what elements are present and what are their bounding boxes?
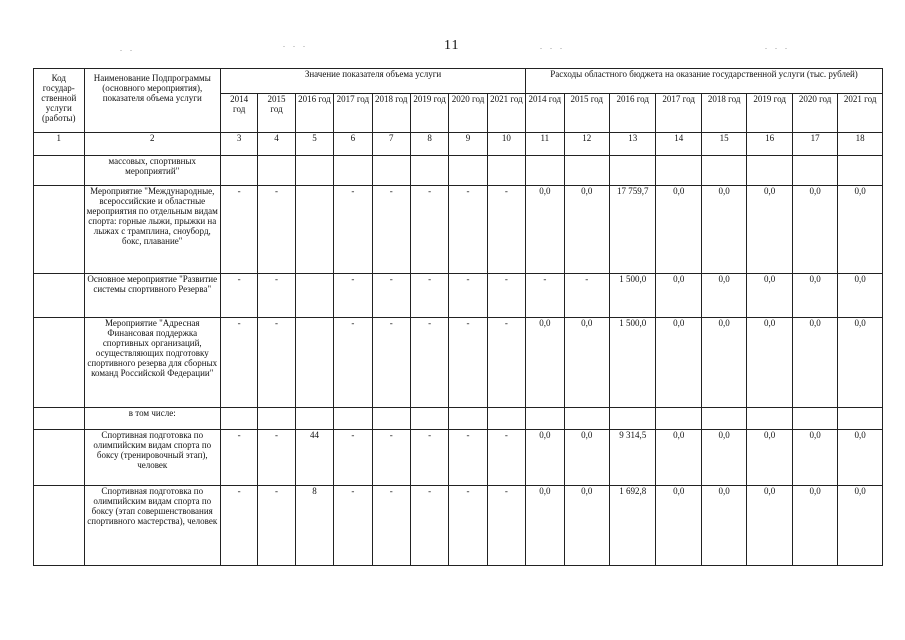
table-row: [34, 486, 883, 566]
expense-value: 0,0: [838, 486, 883, 566]
column-number: 18: [838, 133, 883, 156]
indicator-value: 44: [295, 430, 333, 486]
indicator-value: -: [220, 186, 257, 274]
header-indicator-group: Значение показателя объема услуги: [220, 69, 525, 94]
indicator-value: -: [372, 318, 410, 408]
header-indicator-year: 2018 год: [372, 94, 410, 133]
header-expense-year: 2018 год: [701, 94, 746, 133]
expense-value: 0,0: [838, 186, 883, 274]
expense-value: -: [564, 274, 609, 318]
expense-value: [792, 156, 837, 186]
code-cell: [34, 408, 85, 430]
column-number: 6: [334, 133, 372, 156]
indicator-value: [410, 408, 448, 430]
header-indicator-year: 2019 год: [410, 94, 448, 133]
column-number: 5: [295, 133, 333, 156]
budget-table: [33, 68, 883, 566]
column-number: 13: [609, 133, 655, 156]
expense-value: 0,0: [838, 274, 883, 318]
indicator-value: [449, 156, 487, 186]
indicator-value: -: [258, 430, 295, 486]
expense-value: 0,0: [656, 274, 701, 318]
code-cell: [34, 486, 85, 566]
indicator-value: -: [449, 430, 487, 486]
code-cell: [34, 156, 85, 186]
indicator-value: -: [372, 430, 410, 486]
indicator-value: -: [220, 318, 257, 408]
indicator-value: -: [487, 318, 525, 408]
indicator-value: -: [410, 274, 448, 318]
expense-value: 0,0: [701, 186, 746, 274]
indicator-value: -: [220, 486, 257, 566]
indicator-value: -: [258, 318, 295, 408]
header-expense-year: 2019 год: [747, 94, 792, 133]
expense-value: 1 500,0: [609, 274, 655, 318]
expense-value: 0,0: [656, 186, 701, 274]
row-name: Мероприятие "Адресная Финансовая поддержка спортивных организаций, осуществляющих подготовку спортивного резерва для сборных команд Российской Федерации": [84, 318, 220, 408]
expense-value: [609, 408, 655, 430]
indicator-value: -: [487, 486, 525, 566]
indicator-value: -: [410, 430, 448, 486]
indicator-value: [334, 156, 372, 186]
expense-value: 0,0: [701, 318, 746, 408]
code-cell: [34, 430, 85, 486]
expense-value: 0,0: [564, 430, 609, 486]
indicator-value: -: [258, 486, 295, 566]
indicator-value: -: [334, 318, 372, 408]
expense-value: 0,0: [792, 186, 837, 274]
header-indicator-year: 2014 год: [220, 94, 257, 133]
expense-value: [747, 156, 792, 186]
header-expense-year: 2017 год: [656, 94, 701, 133]
expense-value: [526, 156, 564, 186]
column-number: 17: [792, 133, 837, 156]
indicator-value: -: [372, 486, 410, 566]
header-indicator-year: 2015 год: [258, 94, 295, 133]
column-number: 1: [34, 133, 85, 156]
expense-value: 0,0: [701, 274, 746, 318]
header-expense-group: Расходы областного бюджета на оказание государственной услуги (тыс. рублей): [526, 69, 883, 94]
column-number: 14: [656, 133, 701, 156]
expense-value: 0,0: [526, 318, 564, 408]
column-number: 15: [701, 133, 746, 156]
expense-value: 0,0: [838, 430, 883, 486]
indicator-value: [487, 156, 525, 186]
header-expense-year: 2021 год: [838, 94, 883, 133]
expense-value: [747, 408, 792, 430]
indicator-value: [295, 274, 333, 318]
row-name: Спортивная подготовка по олимпийским видам спорта по боксу (тренировочный этап), человек: [84, 430, 220, 486]
indicator-value: -: [334, 486, 372, 566]
header-expense-year: 2020 год: [792, 94, 837, 133]
row-name: Мероприятие "Международные, всероссийские и областные мероприятия по отдельным видам спорта: горные лыжи, прыжки на лыжах с трамплина, сноуборд, бокс, плавание": [84, 186, 220, 274]
header-indicator-year: 2016 год: [295, 94, 333, 133]
header-name: Наименование Подпрограммы (основного мероприятия), показателя объема услуги: [84, 69, 220, 133]
table-row: [34, 186, 883, 274]
row-name: Основное мероприятие "Развитие системы спортивного Резерва": [84, 274, 220, 318]
expense-value: 0,0: [747, 318, 792, 408]
column-number: 16: [747, 133, 792, 156]
header-indicator-year: 2020 год: [449, 94, 487, 133]
indicator-value: [258, 156, 295, 186]
scan-speck: . .: [120, 44, 135, 53]
expense-value: 9 314,5: [609, 430, 655, 486]
expense-value: 0,0: [656, 318, 701, 408]
header-expense-year: 2015 год: [564, 94, 609, 133]
header-indicator-year: 2017 год: [334, 94, 372, 133]
expense-value: 0,0: [656, 430, 701, 486]
column-number: 3: [220, 133, 257, 156]
indicator-value: -: [410, 186, 448, 274]
row-name: Спортивная подготовка по олимпийским видам спорта по боксу (этап совершенствования спортивного мастерства), человек: [84, 486, 220, 566]
table-row: [34, 274, 883, 318]
indicator-value: -: [372, 186, 410, 274]
indicator-value: [220, 156, 257, 186]
expense-value: 0,0: [656, 486, 701, 566]
indicator-value: -: [487, 430, 525, 486]
indicator-value: -: [220, 274, 257, 318]
indicator-value: [295, 156, 333, 186]
header-expense-year: 2016 год: [609, 94, 655, 133]
indicator-value: [410, 156, 448, 186]
table-row: [34, 156, 883, 186]
code-cell: [34, 186, 85, 274]
indicator-value: -: [372, 274, 410, 318]
expense-value: 1 692,8: [609, 486, 655, 566]
expense-value: [564, 408, 609, 430]
expense-value: [838, 156, 883, 186]
code-cell: [34, 318, 85, 408]
indicator-value: -: [410, 318, 448, 408]
expense-value: [609, 156, 655, 186]
row-name: массовых, спортивных мероприятий": [84, 156, 220, 186]
expense-value: 0,0: [526, 186, 564, 274]
indicator-value: [295, 408, 333, 430]
indicator-value: [295, 318, 333, 408]
indicator-value: [220, 408, 257, 430]
indicator-value: [258, 408, 295, 430]
scan-speck: . . .: [765, 42, 790, 51]
scan-speck: . . .: [540, 42, 565, 51]
expense-value: 0,0: [792, 318, 837, 408]
column-number: 2: [84, 133, 220, 156]
expense-value: 0,0: [701, 486, 746, 566]
column-number: 12: [564, 133, 609, 156]
indicator-value: -: [449, 186, 487, 274]
expense-value: [656, 408, 701, 430]
expense-value: [701, 156, 746, 186]
indicator-value: -: [410, 486, 448, 566]
indicator-value: [372, 156, 410, 186]
header-expense-year: 2014 год: [526, 94, 564, 133]
column-number: 7: [372, 133, 410, 156]
row-name: в том числе:: [84, 408, 220, 430]
indicator-value: -: [258, 274, 295, 318]
expense-value: 0,0: [838, 318, 883, 408]
indicator-value: -: [334, 430, 372, 486]
expense-value: 0,0: [747, 274, 792, 318]
table-row: [34, 408, 883, 430]
expense-value: [564, 156, 609, 186]
expense-value: 1 500,0: [609, 318, 655, 408]
expense-value: 0,0: [792, 274, 837, 318]
expense-value: 0,0: [747, 486, 792, 566]
header-indicator-year: 2021 год: [487, 94, 525, 133]
column-number: 4: [258, 133, 295, 156]
indicator-value: [295, 186, 333, 274]
indicator-value: [487, 408, 525, 430]
indicator-value: [449, 408, 487, 430]
expense-value: 0,0: [564, 186, 609, 274]
indicator-value: -: [449, 274, 487, 318]
expense-value: [526, 408, 564, 430]
page-number: 11: [444, 38, 460, 53]
table-row: [34, 430, 883, 486]
column-number: 11: [526, 133, 564, 156]
indicator-value: -: [334, 274, 372, 318]
indicator-value: -: [487, 274, 525, 318]
expense-value: 0,0: [747, 430, 792, 486]
expense-value: 0,0: [701, 430, 746, 486]
expense-value: [792, 408, 837, 430]
expense-value: 0,0: [747, 186, 792, 274]
indicator-value: [372, 408, 410, 430]
column-number: 8: [410, 133, 448, 156]
expense-value: -: [526, 274, 564, 318]
indicator-value: -: [449, 318, 487, 408]
column-number: 10: [487, 133, 525, 156]
indicator-value: -: [258, 186, 295, 274]
expense-value: 0,0: [792, 486, 837, 566]
expense-value: 0,0: [564, 318, 609, 408]
header-code: Код государ-ственной услуги (работы): [34, 69, 85, 133]
indicator-value: [334, 408, 372, 430]
expense-value: 0,0: [526, 486, 564, 566]
expense-value: [701, 408, 746, 430]
indicator-value: -: [220, 430, 257, 486]
expense-value: 0,0: [526, 430, 564, 486]
expense-value: [838, 408, 883, 430]
column-number: 9: [449, 133, 487, 156]
indicator-value: -: [487, 186, 525, 274]
expense-value: [656, 156, 701, 186]
expense-value: 0,0: [564, 486, 609, 566]
expense-value: 17 759,7: [609, 186, 655, 274]
indicator-value: -: [449, 486, 487, 566]
code-cell: [34, 274, 85, 318]
scan-speck: . . .: [283, 40, 308, 49]
indicator-value: 8: [295, 486, 333, 566]
expense-value: 0,0: [792, 430, 837, 486]
indicator-value: -: [334, 186, 372, 274]
table-row: [34, 318, 883, 408]
